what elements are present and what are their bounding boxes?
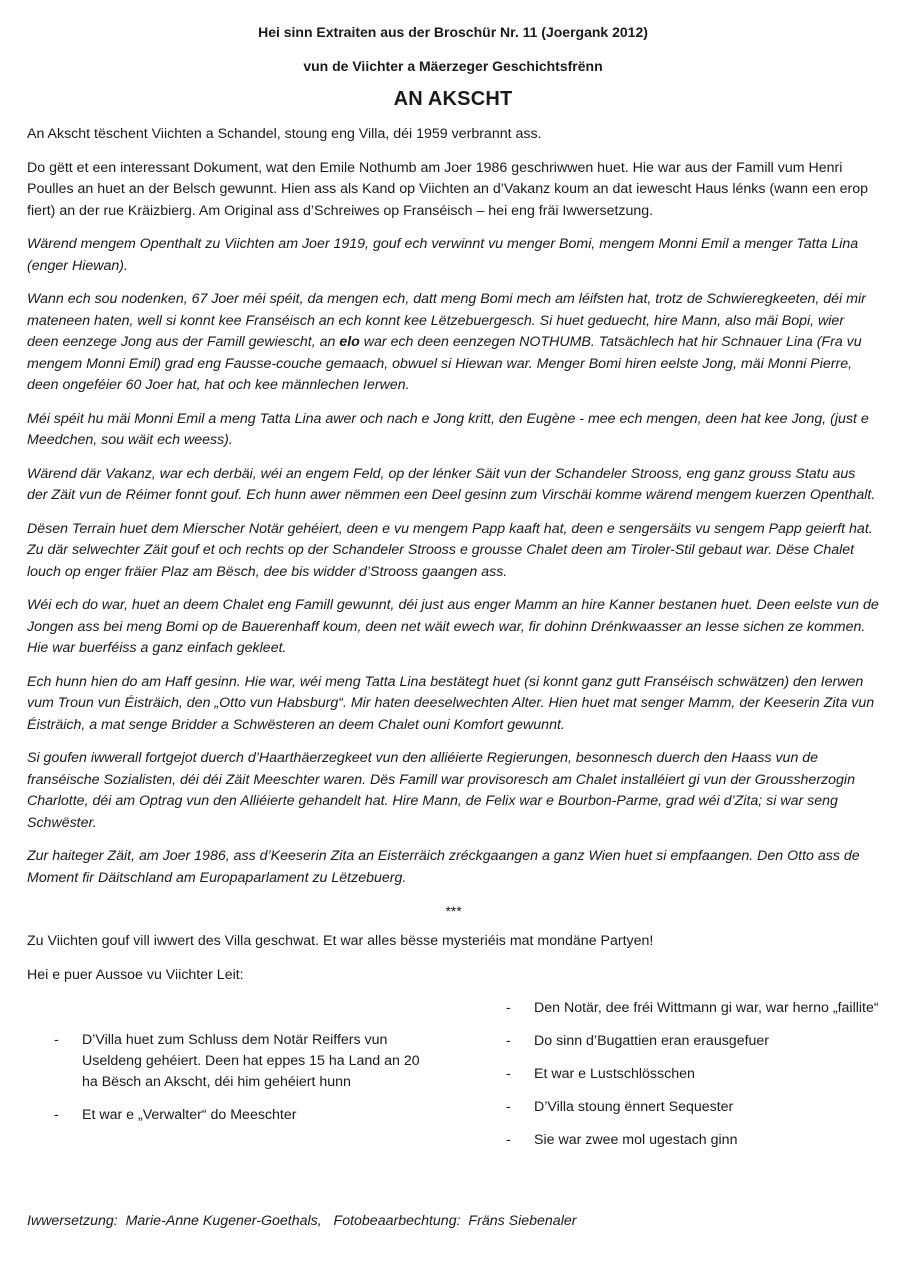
list-item-text: Do sinn d’Bugattien eran erausgefuer bbox=[534, 1033, 770, 1049]
paragraph-terrain: Dësen Terrain huet dem Mierscher Notär gehéiert, deen e vu mengem Papp kaaft hat, deen e sengersäits vu sengem Papp geierft hat. Zu där selwechter Zäit gouf et och rechts op der Schandeler Strooss e grousse Chalet deen am Tiroler-Stil gebaut war. Dëse Chalet louch op enger fräier Plaz am Bësch, dee bis widder d’Strooss gaangen ass. bbox=[27, 520, 873, 580]
header-line-2: vun de Viichter a Mäerzeger Geschichtsfrënn bbox=[303, 58, 603, 74]
list-item-text: Sie war zwee mol ugestach ginn bbox=[534, 1132, 738, 1148]
list-item-text: Et war e „Verwalter“ do Meeschter bbox=[82, 1107, 297, 1123]
paragraph-statue: Wärend där Vakanz, war ech derbäi, wéi an engem Feld, op der lénker Säit vun der Schandeler Strooss, eng ganz grouss Statu aus der Zäit vun de Réimer fonnt gouf. Ech hunn awer nëmmen een Deel gesinn zum Virschäi komme wärend mengem kuerzen Openthalt. bbox=[27, 465, 876, 503]
quotes-list-right bbox=[479, 998, 879, 1151]
paragraph-eugene: Méi spéit hu mäi Monni Emil a meng Tatta Lina awer och nach e Jong kritt, den Eugène - mee ech mengen, deen hat kee Jong, (just e Meedchen, sou wäit ech weess). bbox=[27, 410, 869, 448]
paragraph-grandmother-part-1: Wann ech sou nodenken, 67 Joer méi spéit, da mengen ech, datt meng Bomi mech am léifsten hat, trotz de Schwieregkeeten, déi mir mateneen haten, well si konnt kee Franséisch an ech konnt kee Lëtzebuergesch. Si huet geduecht, hire Mann, also mäi Bopi, wier deen eenzege Jong aus der Famill gewiescht, an bbox=[27, 291, 866, 350]
paragraph-otto: Ech hunn hien do am Haff gesinn. Hie war, wéi meng Tatta Lina bestätegt huet (si konnt ganz gutt Franséisch schwätzen) den Ierwen vum Troun vun Éisträich, den „Otto vun Habsburg“. Mir haten deeselwechten Alter. Hien huet mat senger Mamm, der Keeserin Zita vun Éisträich, a mat senge Bridder a Schwësteren an deem Chalet ouni Komfort gewunnt. bbox=[27, 673, 875, 733]
quotes-list-left bbox=[27, 1030, 437, 1126]
list-item-text: D’Villa huet zum Schluss dem Notär Reiffers vun Useldeng gehéiert. Deen hat eppes 15 ha Land an 20 ha Bësch an Akscht, déi him gehéiert hunn bbox=[82, 1032, 420, 1090]
list-dash: - bbox=[506, 1000, 511, 1016]
credits-line bbox=[27, 1211, 576, 1232]
list-dash: - bbox=[506, 1033, 511, 1049]
photo-name: Fräns Siebenaler bbox=[468, 1213, 577, 1229]
document-page bbox=[27, 22, 879, 1163]
translation-name: Marie-Anne Kugener-Goethals, bbox=[125, 1213, 322, 1229]
list-dash: - bbox=[506, 1132, 511, 1148]
photo-label: Fotobeaarbechtung: bbox=[333, 1213, 461, 1229]
list-item bbox=[479, 1031, 879, 1052]
paragraph-stay-1919: Wärend mengem Openthalt zu Viichten am Joer 1919, gouf ech verwinnt vu menger Bomi, mengem Monni Emil a menger Tatta Lina (enger Hiewan). bbox=[27, 236, 859, 274]
page-title: AN AKSCHT bbox=[393, 88, 513, 110]
paragraph-document: Do gëtt et een interessant Dokument, wat den Emile Nothumb am Joer 1986 geschriwwen huet. Hie war aus der Famill vum Henri Poulles an huet an der Belsch gewunnt. Hien ass als Kand op Viichten an d’Vakanz koum an dat iewescht Haus lénks (wann een erop fiert) an der rue Kräizbierg. Am Original ass d’Schreiwes op Franséisch – hei eng fräi Iwwersetzung. bbox=[27, 159, 868, 219]
paragraph-family: Wéi ech do war, huet an deem Chalet eng Famill gewunnt, déi just aus enger Mamm an hire Kanner bestanen huet. Deen eelste vun de Jongen ass bei meng Bomi op de Bauerenhaff koum, deen net wäit ewech war, fir dohinn Drénkwaasser an Iesse sichen ze kommen. Hie war buerféiss a ganz einfach gekleet. bbox=[27, 597, 879, 656]
list-dash: - bbox=[54, 1032, 59, 1048]
list-item bbox=[479, 1064, 879, 1085]
paragraph-1986: Zur haiteger Zäit, am Joer 1986, ass d’Keeserin Zita an Eisterräich zréckgaangen a ganz Wien huet si empfaangen. Den Otto ass de Moment fir Däitschland am Europaparlament zu Lëtzebuerg. bbox=[27, 848, 860, 886]
paragraph-villa-talk: Zu Viichten gouf vill iwwert des Villa geschwat. Et war alles bësse mysteriéis mat mondäne Partyen! bbox=[27, 933, 654, 949]
paragraph-grandmother bbox=[27, 289, 879, 397]
list-item-text: D’Villa stoung ënnert Sequester bbox=[534, 1099, 734, 1115]
paragraph-grandmother-part-2: war ech deen eenzegen NOTHUMB. Tatsächlech hat hir Schnauer Lina (Fra vu mengem Monni Emil) grad eng Fausse-couche gemaach, obwuel si Hiewan war. Menger Bomi hiren eelste Jong, mäi Monni Pierre, deen ongeféier 60 Joer hat, hat och kee männlechen Ierwen. bbox=[27, 334, 862, 393]
section-separator: *** bbox=[444, 903, 462, 919]
list-dash: - bbox=[506, 1099, 511, 1115]
list-dash: - bbox=[54, 1107, 59, 1123]
list-item-text: Den Notär, dee fréi Wittmann gi war, war herno „faillite“ bbox=[534, 1000, 879, 1016]
paragraph-intro: An Akscht tëschent Viichten a Schandel, stoung eng Villa, déi 1959 verbrannt ass. bbox=[27, 126, 542, 142]
list-item bbox=[27, 1105, 437, 1126]
header-line-1: Hei sinn Extraiten aus der Broschür Nr. 11 (Joergank 2012) bbox=[258, 24, 648, 40]
paragraph-exile: Si goufen iwwerall fortgejot duerch d’Haarthäerzegkeet vun den alliéierte Regierungen, besonnesch duerch den Haass vun de franséische Sozialisten, déi déi Zäit Meeschter waren. Dës Famill war provisoresch am Chalet installéiert gi vun der Groussherzogin Charlotte, déi am Optrag vun den Alliéierte gehandelt hat. Hire Mann, de Felix war e Bourbon-Parme, grad wéi d’Zita; si war seng Schwëster. bbox=[27, 750, 855, 831]
list-item-text: Et war e Lustschlösschen bbox=[534, 1066, 695, 1082]
list-item bbox=[479, 1130, 879, 1151]
translation-label: Iwwersetzung: bbox=[27, 1213, 118, 1229]
quotes-column-right bbox=[479, 998, 879, 1163]
list-item bbox=[479, 998, 879, 1019]
list-dash: - bbox=[506, 1066, 511, 1082]
quotes-column-left bbox=[27, 998, 437, 1163]
list-item bbox=[27, 1030, 437, 1093]
paragraph-quotes-intro: Hei e puer Aussoe vu Viichter Leit: bbox=[27, 966, 244, 983]
paragraph-grandmother-bold: elo bbox=[339, 334, 360, 350]
list-item bbox=[479, 1097, 879, 1118]
quotes-columns bbox=[27, 998, 879, 1163]
